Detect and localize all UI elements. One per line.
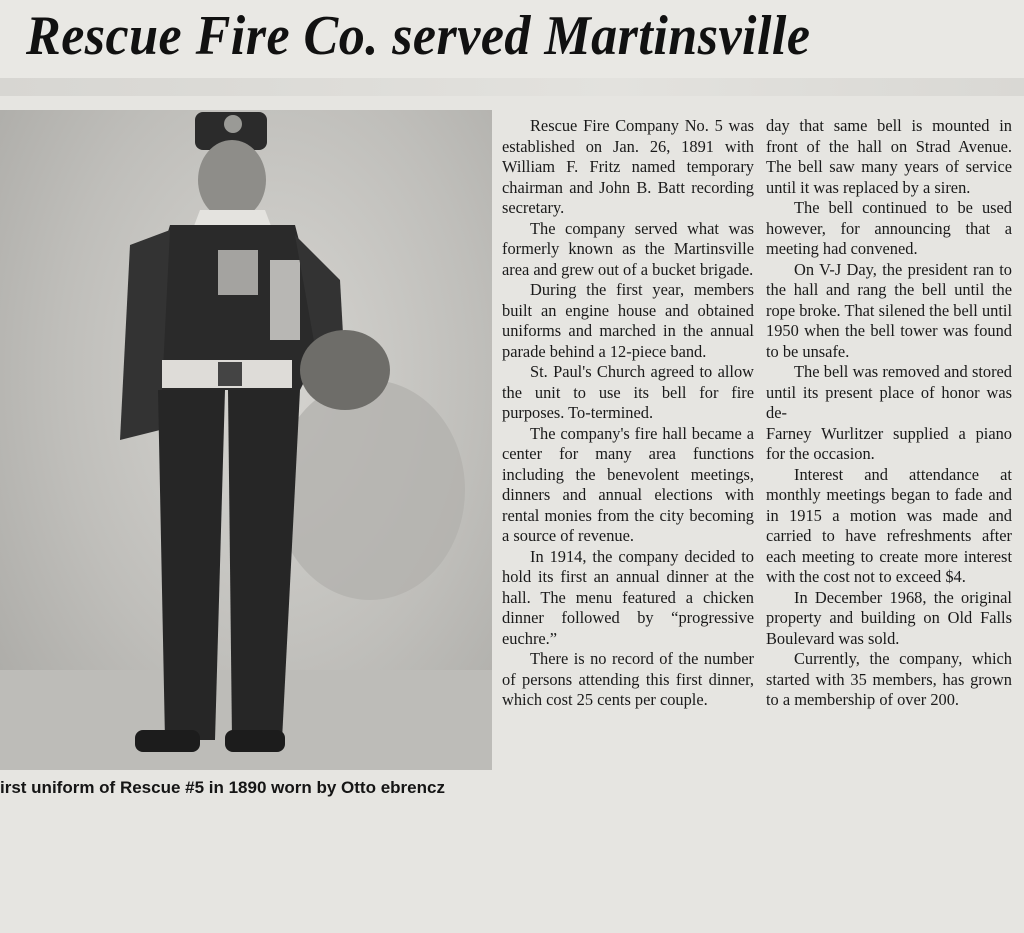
paragraph: Interest and attendance at monthly meetings began to fade and in 1915 a motion was made and carried to have refreshments after each meeting to create more interest with the cost not to exceed $4. [766, 464, 1012, 586]
article-column-2 [766, 116, 1012, 711]
paragraph: day that same bell is mounted in front of the hall on Strad Avenue. The bell saw many years of service until it was replaced by a siren. [766, 116, 1012, 197]
paragraph: The bell continued to be used however, for announcing that a meeting had convened. [766, 198, 1012, 258]
paragraph: The company served what was formerly known as the Martinsville area and grew out of a bucket brigade. [502, 218, 754, 279]
paragraph: In 1914, the company decided to hold its first an annual dinner at the hall. The menu featured a chicken dinner followed by “progressive euchre.” [502, 546, 754, 648]
paragraph: On V-J Day, the president ran to the hall and rang the bell until the rope broke. That silened the bell until 1950 when the bell tower was found to be unsafe. [766, 259, 1012, 361]
article-column-1 [502, 116, 754, 711]
paragraph: In December 1968, the original property and building on Old Falls Boulevard was sold. [766, 587, 1012, 648]
paragraph: The company's fire hall became a center for many area functions including the benevolent meetings, dinners and annual elections with rental monies from the city becoming a source of revenue. [502, 423, 754, 545]
paragraph: During the first year, members built an engine house and obtained uniforms and marched in the annual parade behind a 12-piece band. [502, 280, 754, 361]
paragraph: Rescue Fire Company No. 5 was established on Jan. 26, 1891 with William F. Fritz named temporary chairman and John B. Batt recording secretary. [502, 116, 754, 217]
uniform-photo [0, 110, 492, 770]
fireman-figure [0, 110, 492, 770]
headline-strip [0, 0, 1024, 78]
paragraph: The bell was removed and stored until its present place of honor was de- [766, 362, 1012, 422]
headline: Rescue Fire Co. served Martinsville [26, 5, 811, 67]
paragraph: Farney Wurlitzer supplied a piano for the occasion. [766, 423, 1012, 463]
paragraph: Currently, the company, which started with 35 members, has grown to a membership of over 200. [766, 649, 1012, 709]
photo-caption: irst uniform of Rescue #5 in 1890 worn by Otto ebrencz [0, 778, 445, 797]
paragraph: There is no record of the number of persons attending this first dinner, which cost 25 cents per couple. [502, 649, 754, 709]
paragraph: St. Paul's Church agreed to allow the unit to use its bell for fire purposes. To-termined. [502, 362, 754, 422]
